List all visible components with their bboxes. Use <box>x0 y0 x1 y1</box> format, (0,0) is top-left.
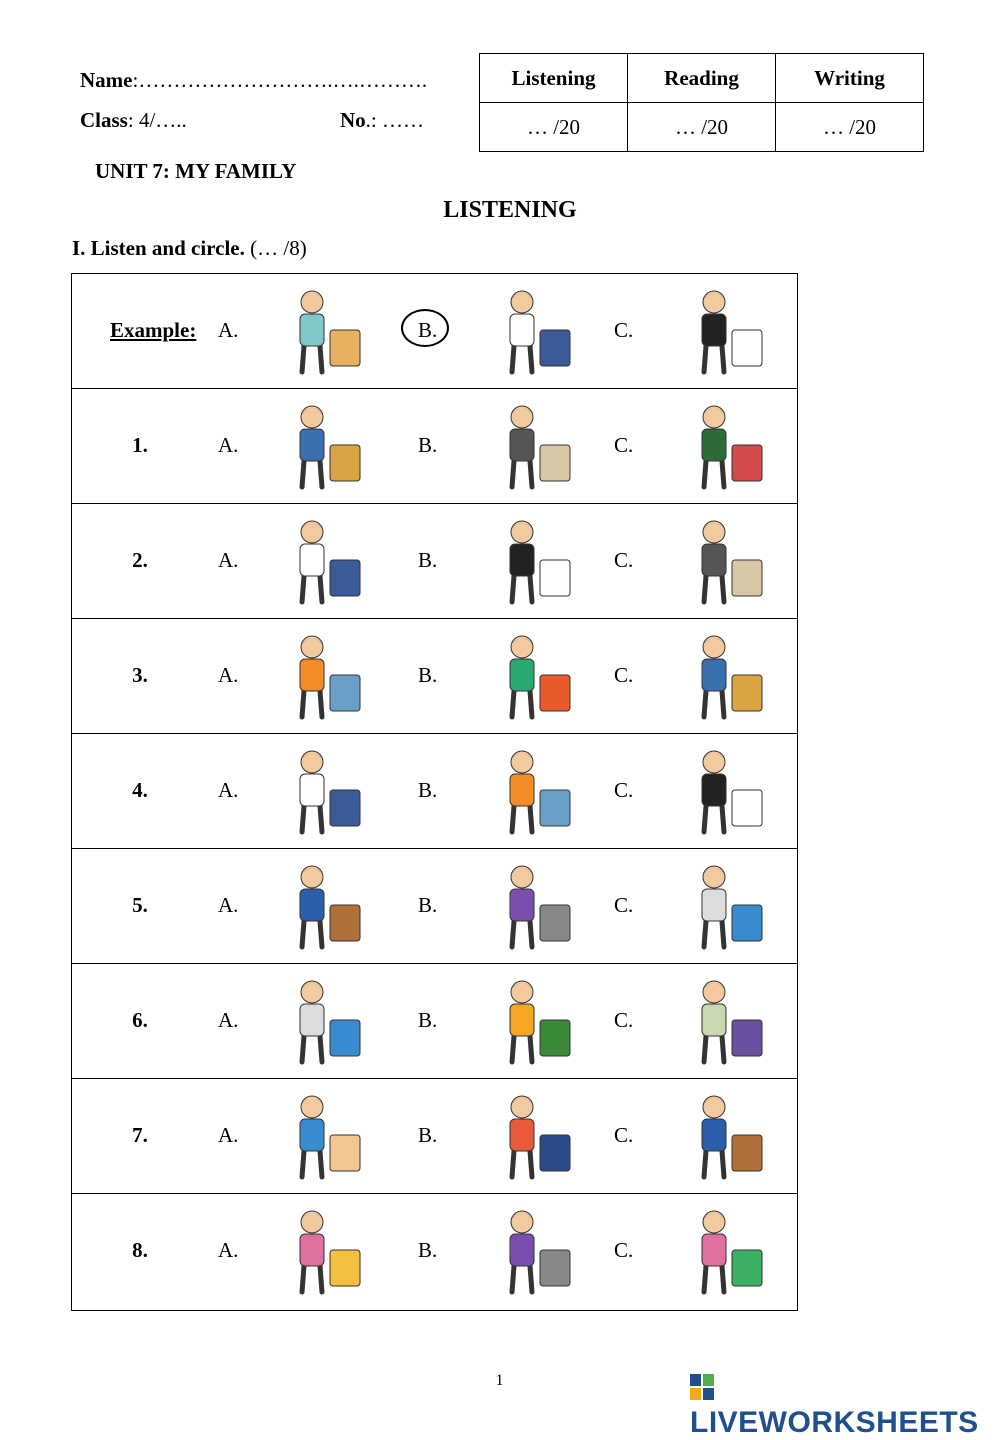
question-number: 8. <box>132 1238 148 1262</box>
doctor-icon <box>462 280 582 380</box>
question-number: 7. <box>132 1123 148 1147</box>
name-field <box>80 68 427 93</box>
option-c-label[interactable]: C. <box>614 1008 634 1032</box>
feed-cat-icon <box>462 1200 582 1300</box>
cashier-icon <box>252 280 372 380</box>
walk-dog-icon <box>654 1085 774 1185</box>
question-grid <box>71 273 798 1311</box>
logo-mark-icon <box>690 1374 714 1400</box>
option-a-label[interactable]: A. <box>218 778 239 802</box>
office-worker-icon <box>462 395 582 495</box>
class-label: Class <box>80 108 128 132</box>
option-b-label[interactable]: B. <box>418 663 438 687</box>
do-laundry-icon <box>252 970 372 1070</box>
liveworksheets-logo <box>690 1372 999 1440</box>
option-c-label[interactable]: C. <box>614 778 634 802</box>
farmer-icon <box>252 395 372 495</box>
class-value: : 4/….. <box>127 108 187 132</box>
question-row-7 <box>72 1079 797 1194</box>
waiter-icon <box>462 510 582 610</box>
option-a-label[interactable]: A. <box>218 663 239 687</box>
option-a-label[interactable]: A. <box>218 548 239 572</box>
instruction-text: I. Listen and circle. <box>72 236 245 260</box>
feed-cat-icon <box>462 855 582 955</box>
option-b-label[interactable]: B. <box>418 893 438 917</box>
logo-text: LIVEWORKSHEETS <box>690 1406 979 1439</box>
question-row-6 <box>72 964 797 1079</box>
option-b-label[interactable]: B. <box>418 778 438 802</box>
question-number: 1. <box>132 433 148 457</box>
option-c-label[interactable]: C. <box>614 318 634 342</box>
section-title: LISTENING <box>443 197 577 223</box>
option-b-label[interactable]: B. <box>418 548 438 572</box>
waiter-icon <box>654 280 774 380</box>
wash-dishes-icon <box>654 970 774 1070</box>
score-writing: … /20 <box>776 103 924 152</box>
no-label: No <box>340 108 366 132</box>
question-number: 2. <box>132 548 148 572</box>
option-c-label[interactable]: C. <box>614 1238 634 1262</box>
waiter-icon <box>654 740 774 840</box>
class-field <box>80 108 187 133</box>
example-label: Example: <box>110 318 197 342</box>
option-a-label[interactable]: A. <box>218 433 239 457</box>
question-number: 5. <box>132 893 148 917</box>
option-a-label[interactable]: A. <box>218 1008 239 1032</box>
doctor-icon <box>252 510 372 610</box>
score-listening: … /20 <box>480 103 628 152</box>
question-row-5 <box>72 849 797 964</box>
option-c-label[interactable]: C. <box>614 548 634 572</box>
option-b-label[interactable]: B. <box>418 1123 438 1147</box>
name-dots: :……………………….….………. <box>132 68 428 92</box>
question-number: 3. <box>132 663 148 687</box>
option-c-label[interactable]: C. <box>614 893 634 917</box>
set-table-icon <box>462 1085 582 1185</box>
option-b-label[interactable]: B. <box>418 1008 438 1032</box>
option-a-label[interactable]: A. <box>218 893 239 917</box>
option-a-label[interactable]: A. <box>218 318 239 342</box>
score-table <box>479 53 924 152</box>
water-flowers-icon <box>252 1200 372 1300</box>
option-c-label[interactable]: C. <box>614 663 634 687</box>
doctor-icon <box>252 740 372 840</box>
answer-circle <box>401 309 449 347</box>
option-a-label[interactable]: A. <box>218 1123 239 1147</box>
shop-assistant-icon <box>462 625 582 725</box>
score-header-writing: Writing <box>776 54 924 103</box>
option-c-label[interactable]: C. <box>614 433 634 457</box>
score-header-listening: Listening <box>480 54 628 103</box>
teacher-icon <box>654 395 774 495</box>
page-number: 1 <box>495 1372 504 1389</box>
score-header-reading: Reading <box>628 54 776 103</box>
number-field <box>340 108 424 133</box>
water-plants-icon <box>462 970 582 1070</box>
question-row-2 <box>72 504 797 619</box>
office-worker-icon <box>654 510 774 610</box>
factory-worker-icon <box>252 625 372 725</box>
instruction <box>72 236 307 261</box>
unit-title: UNIT 7: MY FAMILY <box>95 159 297 183</box>
instruction-score: (… /8) <box>244 236 307 260</box>
mop-floor-icon <box>252 1085 372 1185</box>
question-number: 4. <box>132 778 148 802</box>
question-row-1 <box>72 389 797 504</box>
name-label: Name <box>80 68 133 92</box>
question-row-4 <box>72 734 797 849</box>
question-row-3 <box>72 619 797 734</box>
question-row-8 <box>72 1194 797 1309</box>
option-b-label[interactable]: B. <box>418 318 438 342</box>
option-c-label[interactable]: C. <box>614 1123 634 1147</box>
example-row <box>72 274 797 389</box>
farmer-icon <box>654 625 774 725</box>
walk-dog-icon <box>252 855 372 955</box>
question-number: 6. <box>132 1008 148 1032</box>
option-b-label[interactable]: B. <box>418 433 438 457</box>
option-b-label[interactable]: B. <box>418 1238 438 1262</box>
do-laundry-icon <box>654 855 774 955</box>
score-reading: … /20 <box>628 103 776 152</box>
factory-worker-icon <box>462 740 582 840</box>
sweep-floor-icon <box>654 1200 774 1300</box>
no-value: .: …… <box>365 108 425 132</box>
option-a-label[interactable]: A. <box>218 1238 239 1262</box>
